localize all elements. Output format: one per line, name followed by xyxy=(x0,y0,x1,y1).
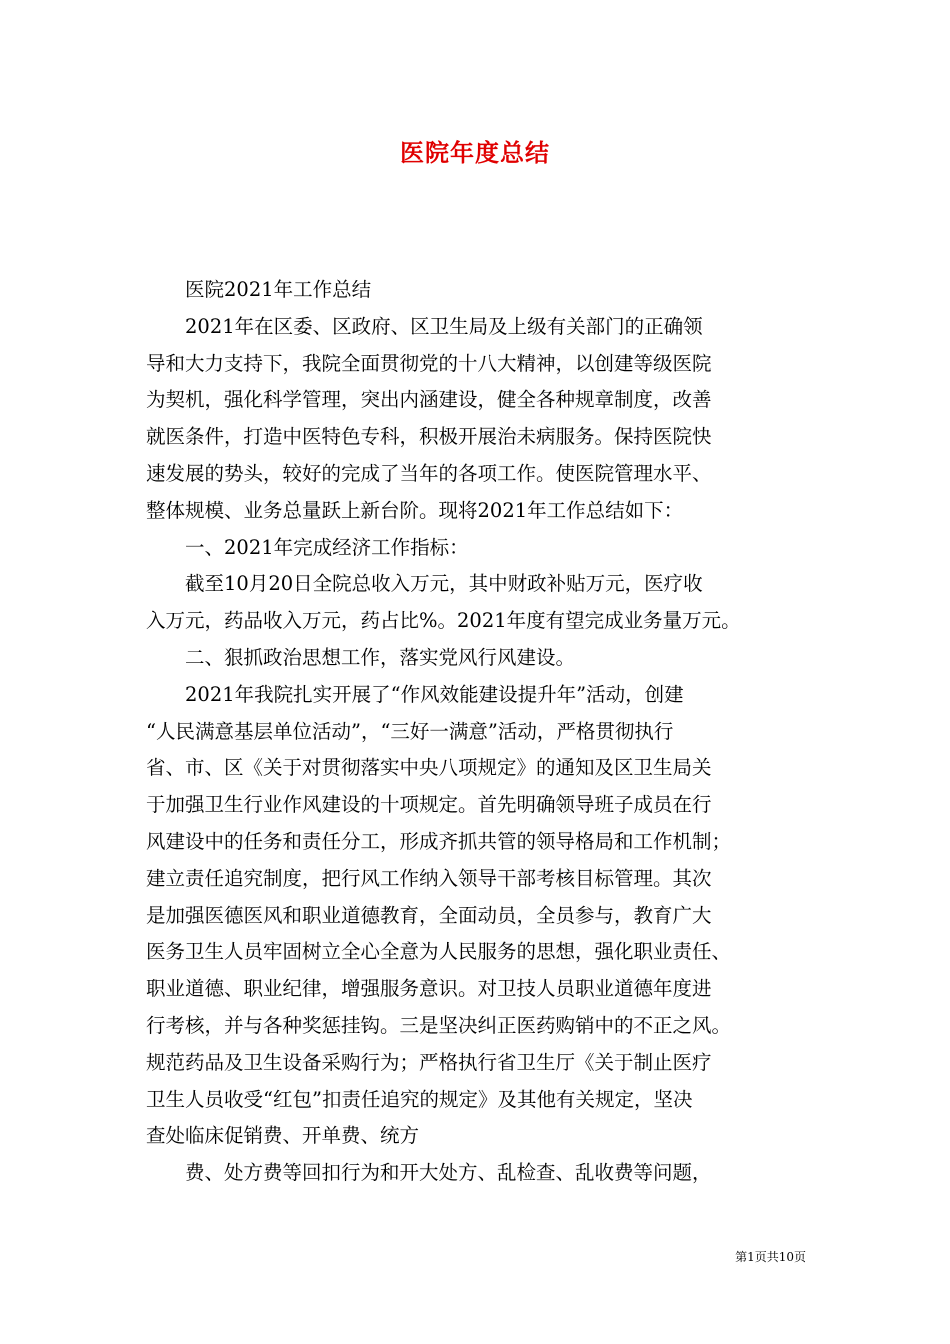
page-number-footer: 第1页共10页 xyxy=(735,1250,806,1264)
body-line: 导和大力支持下，我院全面贯彻党的十八大精神，以创建等级医院 xyxy=(146,351,712,375)
body-line: 费、处方费等回扣行为和开大处方、乱检查、乱收费等问题， xyxy=(146,1161,712,1185)
body-line: 整体规模、业务总量跃上新台阶。现将2021年工作总结如下： xyxy=(146,498,684,522)
body-line: 省、市、区《关于对贯彻落实中央八项规定》的通知及区卫生局关 xyxy=(146,756,712,780)
body-line: 于加强卫生行业作风建设的十项规定。首先明确领导班子成员在行 xyxy=(146,793,712,817)
body-line: 一、2021年完成经济工作指标： xyxy=(146,535,469,559)
body-line: 医院2021年工作总结 xyxy=(146,278,372,301)
body-line: 职业道德、职业纪律，增强服务意识。对卫技人员职业道德年度进 xyxy=(146,977,712,1001)
body-line: 行考核，并与各种奖惩挂钩。三是坚决纠正医药购销中的不正之风。 xyxy=(146,1013,732,1037)
body-line: 风建设中的任务和责任分工，形成齐抓共管的领导格局和工作机制； xyxy=(146,829,732,853)
body-line: 2021年在区委、区政府、区卫生局及上级有关部门的正确领 xyxy=(146,314,703,338)
body-line: 建立责任追究制度，把行风工作纳入领导干部考核目标管理。其次 xyxy=(146,866,712,890)
body-line: 2021年我院扎实开展了“作风效能建设提升年”活动，创建 xyxy=(146,682,684,706)
body-line: 就医条件，打造中医特色专科，积极开展治未病服务。保持医院快 xyxy=(146,425,712,449)
body-line: “人民满意基层单位活动”，“三好一满意”活动，严格贯彻执行 xyxy=(146,719,674,743)
body-line: 为契机，强化科学管理，突出内涵建设，健全各种规章制度，改善 xyxy=(146,388,712,412)
body-line: 速发展的势头，较好的完成了当年的各项工作。使医院管理水平、 xyxy=(146,461,712,485)
body-line: 医务卫生人员牢固树立全心全意为人民服务的思想，强化职业责任、 xyxy=(146,940,732,964)
body-line: 是加强医德医风和职业道德教育，全面动员，全员参与，教育广大 xyxy=(146,903,712,927)
body-line: 入万元，药品收入万元，药占比%。2021年度有望完成业务量万元。 xyxy=(146,609,741,633)
body-line: 二、狠抓政治思想工作，落实党风行风建设。 xyxy=(146,645,576,669)
body-line: 截至10月20日全院总收入万元，其中财政补贴万元，医疗收 xyxy=(146,572,703,596)
body-line: 卫生人员收受“红包”扣责任追究的规定》及其他有关规定，坚决 xyxy=(146,1087,693,1111)
body-line: 规范药品及卫生设备采购行为；严格执行省卫生厅《关于制止医疗 xyxy=(146,1050,712,1074)
document-title: 医院年度总结 xyxy=(400,139,550,167)
document-body xyxy=(146,272,806,1192)
body-line: 查处临床促销费、开单费、统方 xyxy=(146,1124,420,1148)
